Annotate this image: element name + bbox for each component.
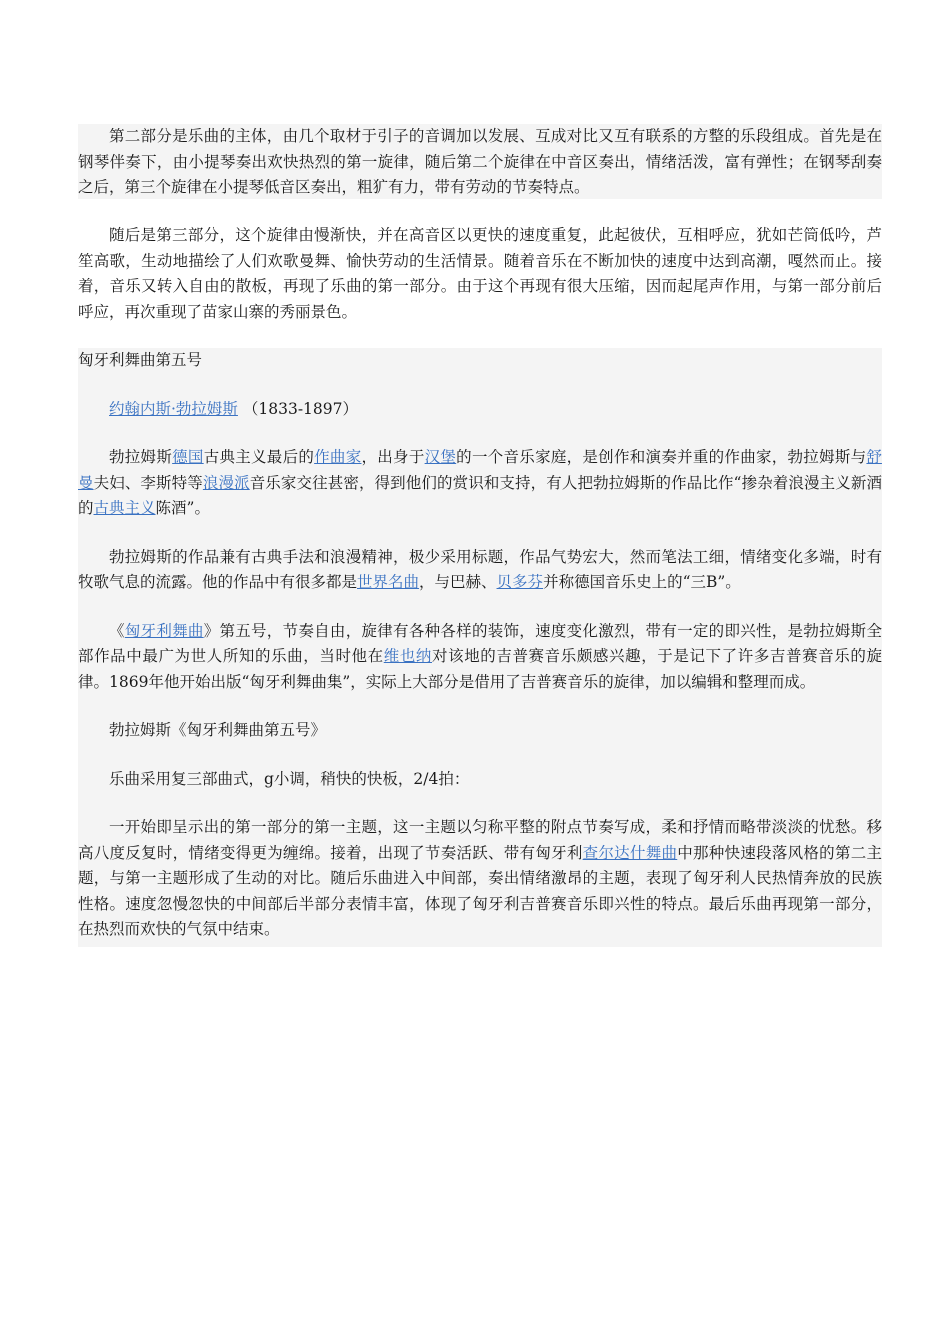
link-composer[interactable]: 作曲家 bbox=[314, 448, 362, 466]
text-span: 夫妇、李斯特等 bbox=[93, 473, 203, 492]
paragraph-hungarian-dance bbox=[78, 619, 882, 696]
link-schumann[interactable]: 舒曼 bbox=[78, 448, 882, 492]
text-span: ，出身于 bbox=[361, 448, 425, 466]
link-world-masterpieces[interactable]: 世界名曲 bbox=[357, 573, 420, 591]
text-span: 一开始即呈示出的第一部分的第一主题，这一主题以匀称平整的附点节奏写成，柔和抒情而略带淡淡的忧愁。移高八度反复时，情绪变得更为缠绵。接着，出现了节奏活跃、带有匈牙利 bbox=[78, 818, 882, 862]
link-romanticism[interactable]: 浪漫派 bbox=[202, 473, 250, 492]
composer-dates: （1833-1897） bbox=[242, 399, 359, 418]
text-span: 》第五号，节奏自由，旋律有各种各样的装饰，速度变化激烈，带有一定的即兴性，是勃拉姆斯全部作品中最广为世人所知的乐曲，当时他在 bbox=[78, 621, 882, 665]
paragraph-part-three: 随后是第三部分，这个旋律由慢渐快，并在高音区以更快的速度重复，此起彼伏，互相呼应，犹如芒筒低吟，芦笙高歌，生动地描绘了人们欢歌曼舞、愉快劳动的生活情景。随着音乐在不断加快的速度中达到高潮，嘎然而止。接着，音乐又转入自由的散板，再现了乐曲的第一部分。由于这个再现有很大压缩，因而起尾声作用，与第一部分前后呼应，再次重现了苗家山寨的秀丽景色。 bbox=[78, 226, 882, 321]
paragraph-block bbox=[78, 124, 882, 199]
paragraph-part-two: 第二部分是乐曲的主体，由几个取材于引子的音调加以发展、互成对比又互有联系的方整的乐段组成。首先是在钢琴伴奏下，由小提琴奏出欢快热烈的第一旋律，随后第二个旋律在中音区奏出，情绪活泼，富有弹性；在钢琴刮奏之后，第三个旋律在小提琴低音区奏出，粗犷有力，带有劳动的节奏特点。 bbox=[78, 127, 882, 196]
link-beethoven[interactable]: 贝多芬 bbox=[496, 573, 544, 591]
composer-link[interactable]: 约翰内斯·勃拉姆斯 bbox=[109, 399, 238, 418]
text-span: 并称德国音乐史上的“三B”。 bbox=[543, 573, 741, 591]
text-span: 中那种快速段落风格的第二主题，与第一主题形成了生动的对比。随后乐曲进入中间部，奏出情绪激昂的主题，表现了匈牙利人民热情奔放的民族性格。速度忽慢忽快的中间部后半部分表情丰富，体现了匈牙利吉普赛音乐即兴性的特点。最后乐曲再现第一部分，在热烈而欢快的气氛中结束。 bbox=[78, 843, 882, 938]
link-germany[interactable]: 德国 bbox=[172, 448, 204, 466]
text-span: 勃拉姆斯的作品兼有古典手法和浪漫精神，极少采用标题，作品气势宏大，然而笔法工细，情绪变化多端，时有牧歌气息的流露。他的作品中有很多都是 bbox=[78, 547, 882, 591]
link-csardas[interactable]: 查尔达什舞曲 bbox=[582, 843, 678, 862]
text-span: 勃拉姆斯 bbox=[109, 448, 173, 466]
text-span: 古典主义最后的 bbox=[203, 448, 315, 466]
text-span: 音乐家交往甚密，得到他们的赏识和支持，有人把勃拉姆斯的作品比作“掺杂着浪漫主义新酒的 bbox=[78, 473, 882, 517]
text-span: 《 bbox=[109, 621, 125, 640]
link-vienna[interactable]: 维也纳 bbox=[383, 647, 433, 665]
paragraph-form: 乐曲采用复三部曲式，g小调，稍快的快板，2/4拍： bbox=[109, 769, 470, 788]
link-hamburg[interactable]: 汉堡 bbox=[424, 448, 457, 466]
highlighted-section bbox=[78, 348, 882, 947]
piece-title: 勃拉姆斯《匈牙利舞曲第五号》 bbox=[109, 721, 327, 739]
link-hungarian-dances[interactable]: 匈牙利舞曲 bbox=[124, 621, 204, 640]
text-span: 的一个音乐家庭，是创作和演奏并重的作曲家，勃拉姆斯与 bbox=[456, 448, 867, 466]
paragraph-block bbox=[78, 223, 882, 324]
paragraph-works bbox=[78, 545, 882, 596]
paragraph-gap bbox=[78, 324, 882, 348]
text-span: 陈酒”。 bbox=[155, 499, 210, 517]
text-span: 对该地的吉普赛音乐颇感兴趣，于是记下了许多吉普赛音乐的旋律。1869年他开始出版“匈牙利舞曲集”，实际上大部分是借用了吉普赛音乐的旋律，加以编辑和整理而成。 bbox=[78, 647, 882, 691]
composer-line bbox=[78, 397, 882, 423]
document-body bbox=[78, 124, 882, 947]
paragraph-analysis bbox=[78, 815, 882, 943]
text-span: ，与巴赫、 bbox=[419, 573, 497, 591]
paragraph-gap bbox=[78, 199, 882, 223]
section-title: 匈牙利舞曲第五号 bbox=[78, 351, 203, 369]
link-classicism[interactable]: 古典主义 bbox=[93, 499, 156, 517]
paragraph-biography bbox=[78, 445, 882, 522]
